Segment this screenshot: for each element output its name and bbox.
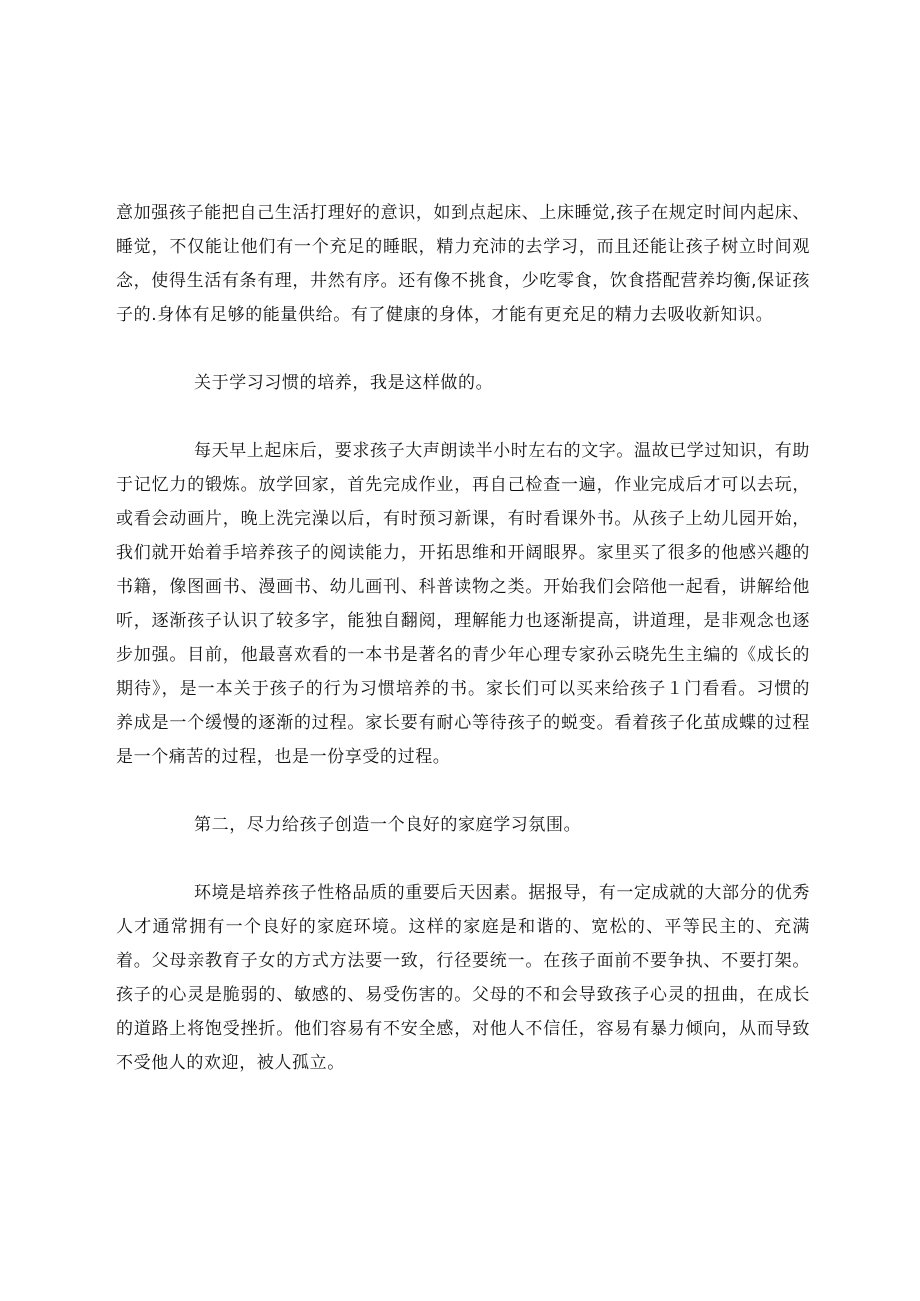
paragraph-daily-life-habits: 意加强孩子能把自己生活打理好的意识，如到点起床、上床睡觉,孩子在规定时间内起床、睡觉，不仅能让他们有一个充足的睡眠，精力充沛的去学习，而且还能让孩子树立时间观念，使得生活有条有理，井然有序。还有像不挑食，少吃零食，饮食搭配营养均衡,保证孩子的.身体有足够的能量供给。有了健康的身体，才能有更充足的精力去吸收新知识。 — [116, 203, 810, 325]
paragraph-study-habit-intro: 关于学习习惯的培养，我是这样做的。 — [194, 373, 494, 393]
paragraph-study-habit-details: 每天早上起床后，要求孩子大声朗读半小时左右的文字。温故已学过知识，有助于记忆力的锻炼。放学回家，首先完成作业，再自己检查一遍，作业完成后才可以去玩，或看会动画片，晚上洗完澡以后，有时预习新课，有时看课外书。从孩子上幼儿园开始，我们就开始着手培养孩子的阅读能力，开拓思维和开阔眼界。家里买了很多的他感兴趣的书籍，像图画书、漫画书、幼儿画刊、科普读物之类。开始我们会陪他一起看，讲解给他听，逐渐孩子认识了较多字，能独自翻阅，理解能力也逐渐提高，讲道理，是非观念也逐步加强。目前，他最喜欢看的一本书是著名的青少年心理专家孙云晓先生主编的《成长的期待》，是一本关于孩子的行为习惯培养的书。家长们可以买来给孩子１门看看。习惯的养成是一个缓慢的逐渐的过程。家长要有耐心等待孩子的蜕变。看着孩子化茧成蝶的过程是一个痛苦的过程，也是一份享受的过程。 — [116, 441, 810, 767]
paragraph-family-environment: 环境是培养孩子性格品质的重要后天因素。据报导，有一定成就的大部分的优秀人才通常拥有一个良好的家庭环境。这样的家庭是和谐的、宽松的、平等民主的、充满着。父母亲教育子女的方式方法要一致，行径要统一。在孩子面前不要争执、不要打架。孩子的心灵是脆弱的、敏感的、易受伤害的。父母的不和会导致孩子心灵的扭曲，在成长的道路上将饱受挫折。他们容易有不安全感，对他人不信任，容易有暴力倾向，从而导致不受他人的欢迎，被人孤立。 — [116, 883, 810, 1073]
document-body — [116, 196, 810, 1080]
paragraph-second-point-heading: 第二，尽力给孩子创造一个良好的家庭学习氛围。 — [194, 815, 582, 835]
